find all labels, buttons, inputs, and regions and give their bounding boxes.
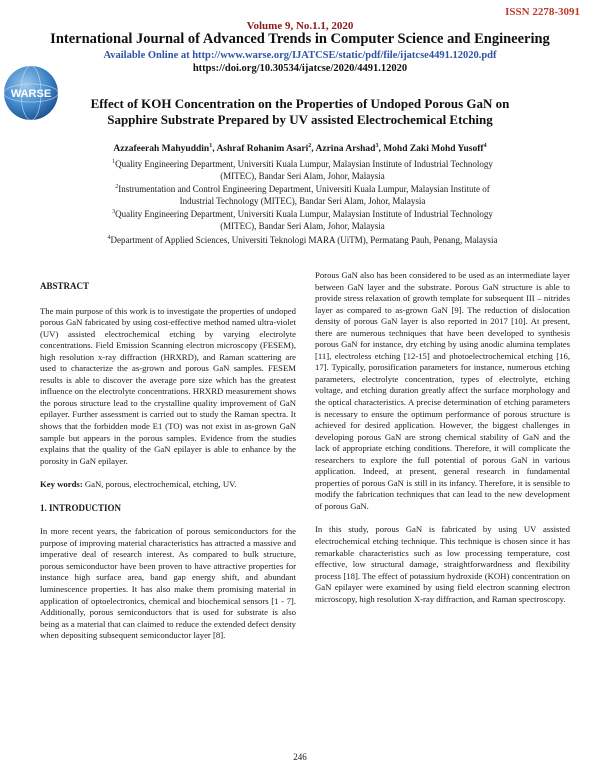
journal-title: International Journal of Advanced Trends in Computer Science and Engineering	[50, 31, 550, 47]
issn-label: ISSN 2278-3091	[505, 6, 580, 18]
keywords-text: GaN, porous, electrochemical, etching, UV.	[84, 479, 237, 490]
author: Mohd Zaki Mohd Yusoff$^4$	[383, 143, 487, 155]
abstract-text: The main purpose of this work is to investigate the properties of undoped porous GaN fabricated by using cost-effective method named ultra-violet (UV) assisted electrochemical etching by varying electrolyte concentrations. Field Emission Scanning electron microscopy (FESEM), high resolution x-ray diffraction (HRXRD), and Raman scattering are used to characterize the as-grown and porous GaN samples. FESEM results is able to discover the average pore size which has the greatest influence on the electrolyte concentrations. HRXRD measurement shows the porous structure lead to the crystalline quality improvement of GaN epilayer. Further assessment is carried out to study the Raman spectra. It shows that the forbidden mode E1 (TO) was not exist in as-grown GaN sample but appears in the porous samples. Evidence from the studies explains that the quality of the GaN epilayer is able to enhance by the porosity in GaN epilayer.	[40, 305, 296, 466]
affiliation: $^3$Quality Engineering Department, Universiti Kuala Lumpur, Malaysian Institute of Industrial Technology (MITEC), Bandar Seri Alam, Johor, Malaysia	[112, 209, 493, 231]
author: Ashraf Rohanim Asari$^2$	[216, 143, 312, 155]
logo-text: WARSE	[10, 88, 52, 100]
left-column	[40, 281, 296, 642]
keywords-line	[40, 479, 296, 491]
warse-logo	[2, 64, 60, 122]
introduction-heading: 1. INTRODUCTION	[40, 502, 122, 513]
affiliation-list	[75, 157, 530, 246]
author-list: Azzafeerah Mahyuddin$^1$, Ashraf Rohanim Asari$^2$, Azrina Arshad$^3$, Mohd Zaki Mohd Yusoff$^4$	[113, 143, 487, 155]
affiliation: $^2$Instrumentation and Control Engineering Department, Universiti Kuala Lumpur, Malaysian Institute of Industrial Technology (MITEC), Bandar Seri Alam, Johor, Malaysia	[115, 184, 490, 206]
doi-link[interactable]: https://doi.org/10.30534/ijatcse/2020/4491.12020	[192, 63, 408, 74]
title-line-1: Effect of KOH Concentration on the Properties of Undoped Porous GaN on	[90, 96, 510, 111]
page-number: 246	[293, 752, 307, 762]
right-column	[315, 270, 570, 605]
abstract-heading: ABSTRACT	[40, 281, 90, 291]
title-line-2: Sapphire Substrate Prepared by UV assisted Electrochemical Etching	[107, 112, 493, 127]
available-online-link[interactable]: Available Online at http://www.warse.org/IJATCSE/static/pdf/file/ijatcse4491.12020.pdf	[103, 50, 497, 61]
keywords-label: Key words:	[40, 479, 83, 490]
volume-label: Volume 9, No.1.1, 2020	[246, 20, 354, 32]
author: Azzafeerah Mahyuddin$^1$	[113, 143, 213, 155]
introduction-text: In more recent years, the fabrication of porous semiconductors for the purpose of improving material characteristics has attracted a massive and imperative deal of research interest. As compared to bulk structure, porous semiconductor have been proven to have attractive properties for instance high surface area, band gap energy shift, and abundant luminescence properties. It has also make them promising material in application of optoelectronics, chemical and biochemical sensors [1 - 7]. Additionally, porous semiconductors that is used for substrate is also being as a material that can claimed to reduce the extended defect density when depositing subsequent semiconductor layer [8].	[40, 526, 296, 641]
affiliation: $^4$Department of Applied Sciences, Universiti Teknologi MARA (UiTM), Permatang Pauh, Penang, Malaysia	[107, 234, 498, 245]
right-paragraph-2: In this study, porous GaN is fabricated by using UV assisted electrochemical etching technique. This technique is chosen since it has remarkable characteristics such as low processing temperature, cost effective, low structural damage, straightforwardness and flexibility process [18]. The effect of potassium hydroxide (KOH) concentration on GaN epilayer were examined by using field electron scanning electron microscopy, high resolution X-ray diffraction, and Raman spectroscopy.	[315, 524, 570, 604]
right-paragraph-1: Porous GaN also has been considered to be used as an intermediate layer between GaN layer and the substrate. Porous GaN structure is able to provide stress relaxation of growth template for subsequent III – nitrides layer as compared to as-grown GaN [9]. The reduction of dislocation density of porous GaN layer is also reported in 2017 [10]. At present, there are numerous techniques that have been developed to synthesis porous GaN for instance, dry etching by using anodic alumina templates [11], electroless etching [12-15] and photoelectrochemical etching [16, 17]. Typically, porosification parameters for instance, numerous etching parameters, electrolyte concentration, types of electrolyte, etching voltage, and etching duration greatly affect the surface morphology and the optical characteristics. A precise determination of etching parameters is necessary to ensure the optimum performance of porous structure is achieved for desired application. However, the biggest challenges in developing porous GaN are strong chemical stability of GaN and the lack of appropriate etching conditions. Therefore, it will complicate the researchers to explore the full potential of porous GaN in various application. Indeed, at present, general research in fundamental properties of porous GaN is still in its infancy. Therefore, it is sensible to modify the fabrication techniques that can lead to the new development of porous GaN.	[315, 270, 570, 511]
affiliation: $^1$Quality Engineering Department, Universiti Kuala Lumpur, Malaysian Institute of Industrial Technology (MITEC), Bandar Seri Alam, Johor, Malaysia	[112, 159, 493, 181]
author: Azrina Arshad$^3$	[315, 143, 379, 155]
paper-title	[60, 96, 540, 128]
